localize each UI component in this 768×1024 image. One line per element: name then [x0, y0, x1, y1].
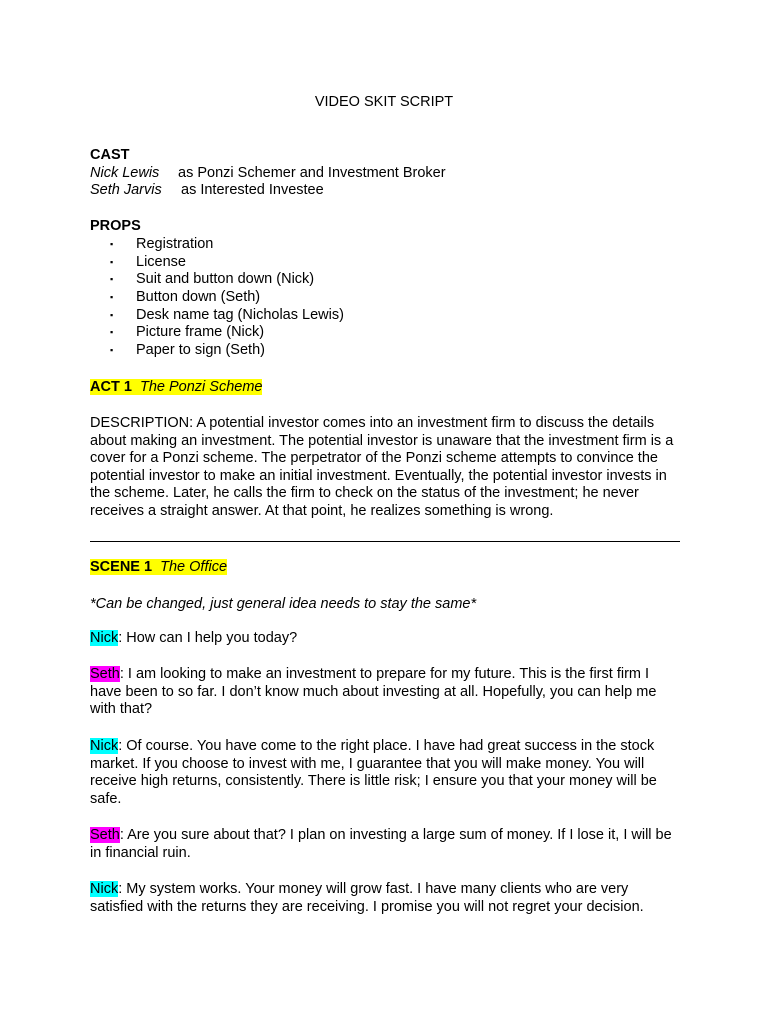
- section-divider: [90, 541, 680, 542]
- list-item: ▪ Registration: [110, 236, 214, 252]
- bullet-icon: ▪: [110, 239, 114, 249]
- bullet-icon: ▪: [110, 345, 114, 356]
- cast-member-name: Seth Jarvis: [90, 182, 162, 198]
- scene-heading: [90, 559, 680, 577]
- bullet-icon: ▪: [110, 309, 114, 320]
- cast-member-role: as Ponzi Schemer and Investment Broker: [178, 165, 446, 181]
- scene-heading-highlight: [90, 559, 227, 575]
- list-item: ▪ License: [110, 253, 186, 270]
- list-item: ▪ Desk name tag (Nicholas Lewis): [110, 306, 344, 323]
- act-label: ACT 1: [90, 379, 132, 395]
- dialogue-line: [90, 827, 680, 862]
- speaker-name: Nick: [90, 881, 119, 897]
- props-list: [110, 236, 344, 360]
- list-item: ▪ Button down (Seth): [110, 289, 261, 306]
- bullet-icon: ▪: [110, 256, 114, 267]
- bullet-icon: ▪: [110, 327, 114, 338]
- dialogue-line: [90, 881, 680, 916]
- act-heading: [90, 379, 680, 397]
- dialogue-text: : I am looking to make an investment to prepare for my future. This is the first firm I have been to so far. I don’t know much about investing at all. Hopefully, you can help me with that?: [90, 666, 657, 717]
- cast-member: [90, 182, 680, 200]
- speaker-name: Nick: [90, 738, 119, 754]
- act-heading-highlight: [90, 379, 262, 395]
- scene-label: SCENE 1: [90, 559, 153, 575]
- cast-member-role: as Interested Investee: [181, 182, 324, 198]
- dialogue-text: : Of course. You have come to the right place. I have had great success in the stock market. If you choose to invest with me, I guarantee that you will make money. You will receive high returns, consistently. There is little risk; I ensure you that your money will be safe.: [90, 738, 657, 807]
- description-paragraph: DESCRIPTION: A potential investor comes into an investment firm to discuss the details about making an investment. The potential investor is unaware that the investment firm is a cover for a Ponzi scheme. The perpetrator of the Ponzi scheme attempts to convince the potential investor to make an initial investment. Eventually, the potential investor invests in the scheme. Later, he calls the firm to check on the status of the investment; he never receives a straight answer. At that point, he realizes something is wrong.: [90, 415, 674, 519]
- dialogue-line: [90, 666, 680, 719]
- dialogue-text: : Are you sure about that? I plan on investing a large sum of money. If I lose it, I will be in financial ruin.: [90, 827, 672, 861]
- list-item: ▪ Suit and button down (Nick): [110, 271, 315, 288]
- script-note: *Can be changed, just general idea needs to stay the same*: [90, 596, 477, 612]
- bullet-icon: ▪: [110, 292, 114, 303]
- speaker-name: Seth: [90, 827, 120, 843]
- speaker-name: Seth: [90, 666, 120, 682]
- dialogue-text: : My system works. Your money will grow fast. I have many clients who are very satisfied with the returns they are receiving. I promise you will not regret your decision.: [90, 881, 644, 915]
- dialogue-line: [90, 738, 680, 808]
- cast-member: [90, 165, 680, 183]
- speaker-name: Nick: [90, 630, 119, 646]
- list-item: ▪ Paper to sign (Seth): [110, 342, 265, 359]
- scene-name: The Office: [160, 559, 228, 575]
- props-heading: PROPS: [90, 218, 141, 234]
- act-name: The Ponzi Scheme: [139, 379, 263, 395]
- cast-heading: CAST: [90, 147, 130, 163]
- bullet-icon: ▪: [110, 274, 114, 285]
- document-title: VIDEO SKIT SCRIPT: [314, 94, 454, 110]
- cast-member-name: Nick Lewis: [90, 165, 160, 181]
- list-item: ▪ Picture frame (Nick): [110, 324, 265, 341]
- dialogue-text: : How can I help you today?: [118, 630, 298, 646]
- dialogue-line: [90, 630, 680, 648]
